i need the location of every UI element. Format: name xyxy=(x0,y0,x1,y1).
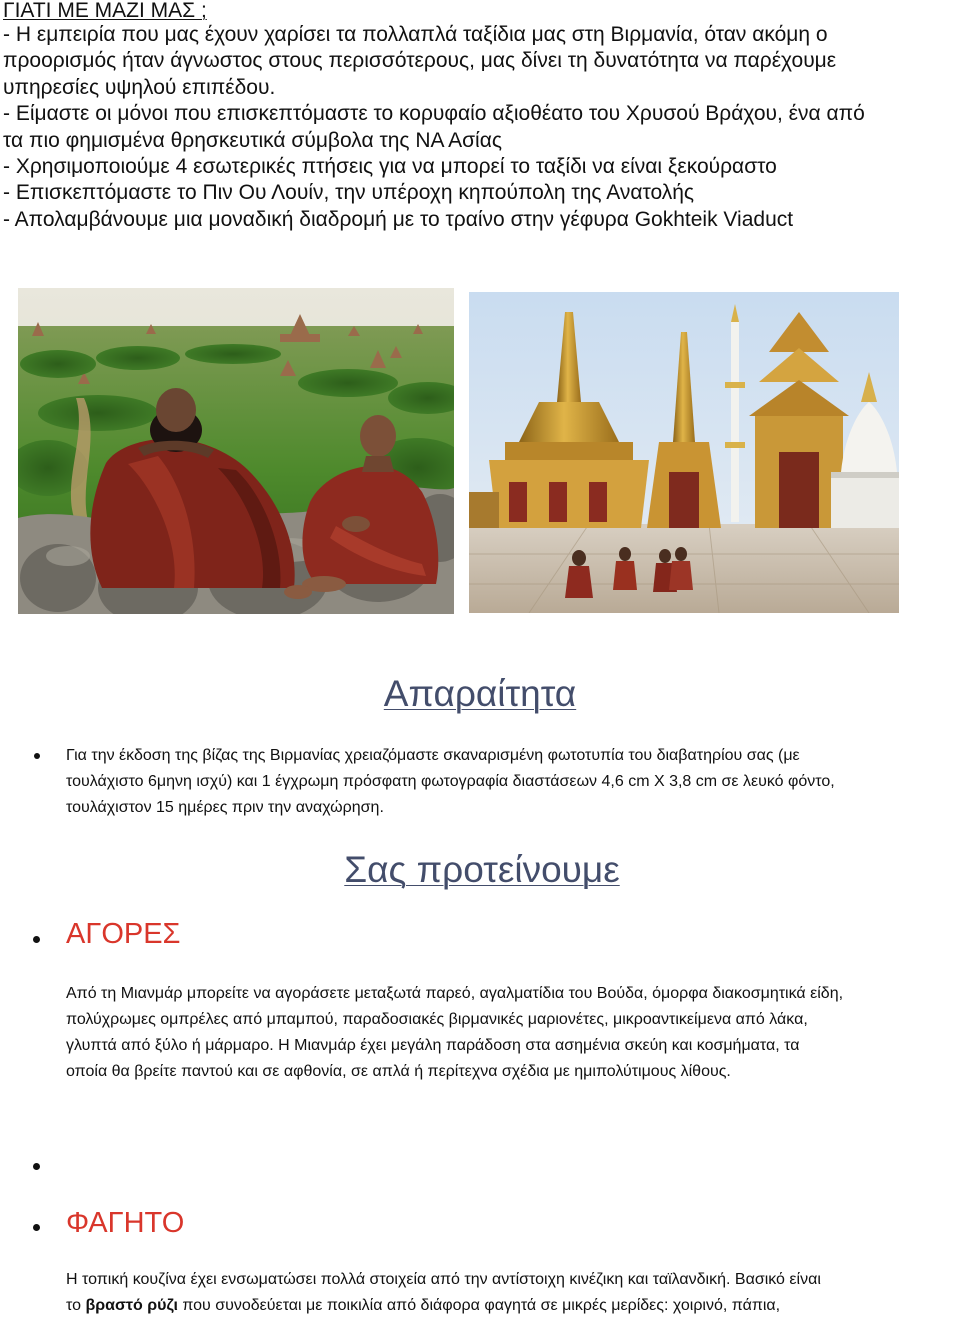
intro-line: υπηρεσίες υψηλού επιπέδου. xyxy=(3,75,276,99)
section-heading-required: Απαραίτητα xyxy=(383,673,577,714)
required-paragraph xyxy=(66,743,946,821)
markets-line: γλυπτά από ξύλο ή μάρμαρο. Η Μιανμάρ έχει μεγάλη παράδοση στα ασημένια σκεύη και κοσμήματα, τα xyxy=(66,1037,800,1054)
required-line: Για την έκδοση της βίζας της Βιρμανίας χρειαζόμαστε σκαναρισμένη φωτοτυπία του διαβατηρίου σας (με xyxy=(66,747,800,764)
food-line: Η τοπική κουζίνα έχει ενσωματώσει πολλά στοιχεία από την αντίστοιχη κινέζικη και ταϊλανδική. Βασικό είναι xyxy=(66,1271,821,1288)
photo-monks-bagan xyxy=(18,288,454,614)
intro-line: - Απολαμβάνουμε μια μοναδική διαδρομή με το τραίνο στην γέφυρα Gokhteik Viaduct xyxy=(3,207,794,231)
markets-line: Από τη Μιανμάρ μπορείτε να αγοράσετε μεταξωτά παρεό, αγαλματίδια του Βούδα, όμορφα διακοσμητικά είδη, xyxy=(66,985,844,1002)
intro-line: - Χρησιμοποιούμε 4 εσωτερικές πτήσεις για να μπορεί το ταξίδι να είναι ξεκούραστο xyxy=(3,155,777,179)
intro-line: προορισμός ήταν άγνωστος στους περισσότερους, μας δίνει τη δυνατότητα να παρέχουμε xyxy=(3,49,837,73)
subheading-food: ΦΑΓΗΤΟ xyxy=(66,1207,185,1239)
food-line xyxy=(66,1293,960,1319)
bullet-icon xyxy=(33,1224,40,1231)
food-line-post: που συνοδεύεται με ποικιλία από διάφορα φαγητά σε μικρές μερίδες: χοιρινό, πάπια, xyxy=(177,1297,781,1314)
food-paragraph xyxy=(66,1267,960,1319)
intro-line: - Επισκεπτόμαστε το Πιν Ου Λουίν, την υπέροχη κηπούπολη της Ανατολής xyxy=(3,181,695,205)
bullet-icon xyxy=(34,753,40,759)
required-line: τουλάχιστον 15 ημέρες πριν την αναχώρηση. xyxy=(66,799,384,816)
markets-line: πολύχρωμες ομπρέλες από μπαμπού, παραδοσιακές βιρμανικές μαριονέτες, μικροαντικείμενα από λάκα, xyxy=(66,1011,808,1028)
markets-line: οποία θα βρείτε παντού και σε αφθονία, σε απλά ή περίτεχνα σχέδια με ημιπολύτιμους λίθους. xyxy=(66,1063,731,1080)
bullet-icon xyxy=(33,936,40,943)
intro-line: τα πιο φημισμένα θρησκευτικά σύμβολα της ΝΑ Ασίας xyxy=(3,128,502,152)
intro-line: - Είμαστε οι μόνοι που επισκεπτόμαστε το κορυφαίο αξιοθέατο του Χρυσού Βράχου, ένα από xyxy=(3,102,865,126)
intro-line: - Η εμπειρία που μας έχουν χαρίσει τα πολλαπλά ταξίδια μας στη Βιρμανία, όταν ακόμη ο xyxy=(3,23,828,46)
intro-list xyxy=(3,22,953,233)
food-line-bold: βραστό ρύζι xyxy=(85,1297,178,1314)
markets-paragraph xyxy=(66,981,960,1085)
intro-title: ΓΙΑΤΙ ΜΕ ΜΑΖΙ ΜΑΣ ; xyxy=(3,0,207,22)
bullet-icon xyxy=(33,1163,40,1170)
food-line-pre: το xyxy=(66,1297,86,1314)
required-line: τουλάχιστο 6μηνη ισχύ) και 1 έγχρωμη πρόσφατη φωτογραφία διαστάσεων 4,6 cm X 3,8 cm σε λευκό φόντο, xyxy=(66,773,835,790)
subheading-markets: ΑΓΟΡΕΣ xyxy=(66,918,181,950)
section-heading-suggest: Σας προτείνουμε xyxy=(344,849,620,890)
photo-pagoda-monks xyxy=(469,292,899,613)
